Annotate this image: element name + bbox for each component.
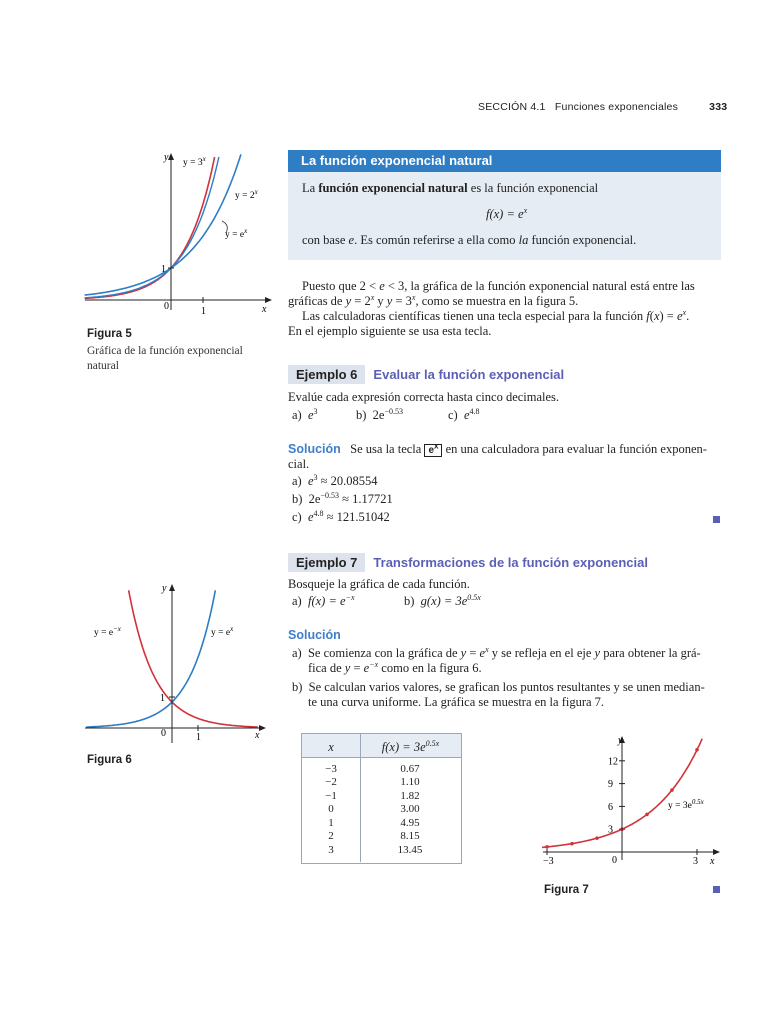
example6-answer-b: b) $2e^{-0.53} \approx 1.17721$ xyxy=(292,490,393,506)
table-cell-f: 1.82 xyxy=(400,789,420,802)
curve-3x xyxy=(85,157,215,298)
definition-line1: La función exponencial natural es la función exponencial xyxy=(302,181,599,195)
definition-line3: con base e. Es común referirse a ella como la función exponencial. xyxy=(302,233,637,247)
example7-title: Transformaciones de la función exponencial xyxy=(373,555,648,570)
y-axis-arrow xyxy=(169,584,175,591)
table-row xyxy=(302,776,460,790)
data-point xyxy=(695,748,699,752)
table-header-x: x xyxy=(328,740,334,754)
example6-solution-line2: cial. xyxy=(288,457,310,471)
values-table-body xyxy=(302,762,460,857)
ex-key-icon: $e^x$ xyxy=(424,444,442,457)
tick-y-label: 1 xyxy=(161,264,166,275)
example7-item-a: a) $f(x) = e^{-x}$ xyxy=(292,592,355,608)
table-header-f: $f(x) = 3e^{0.5x}$ xyxy=(381,738,440,754)
example6-solution-line1: Solución Se usa la tecla $e^x$ en una calculadora para evaluar la función exponen- xyxy=(288,441,707,456)
figure5-graph xyxy=(80,145,280,320)
example6-answer-a: a) $e^3 \approx 20.08554$ xyxy=(292,472,378,488)
example6-answer-c: c) $e^{4.8} \approx 121.51042$ xyxy=(292,508,390,524)
table-row xyxy=(302,843,460,857)
definition-term: función exponencial natural xyxy=(318,181,468,195)
example6-intro: Evalúe cada expresión correcta hasta cinco decimales. xyxy=(288,390,560,404)
table-row xyxy=(302,803,460,817)
example7-solution-a-line1: a) Se comienza con la gráfica de $y = e^x$ y se refleja en el eje y para obtener la grá- xyxy=(292,644,701,660)
axis-x-label: x xyxy=(710,856,715,867)
example7-item-b: b) $g(x) = 3e^{0.5x}$ xyxy=(404,592,481,608)
tick-x-label: 1 xyxy=(196,732,201,743)
figure6-graph xyxy=(80,578,280,748)
table-cell-x: −2 xyxy=(325,776,337,789)
end-of-example-icon xyxy=(713,516,720,523)
running-header xyxy=(478,101,727,113)
data-point xyxy=(645,813,649,817)
example7-solution-label: Solución xyxy=(288,628,341,642)
paragraph1-line2: gráficas de $y = 2^x$ y $y = 3^x$, como se muestra en la figura 5. xyxy=(288,292,579,308)
example6-item-a: a) $e^3$ xyxy=(292,406,318,422)
x-axis-arrow xyxy=(265,297,272,303)
example6-item-b: b) $2e^{-0.53}$ xyxy=(356,406,403,422)
label-e-x: $y = e^x$ xyxy=(211,625,234,638)
label-e-neg-x: $y = e^{-x}$ xyxy=(94,625,121,638)
origin-label: 0 xyxy=(164,301,169,312)
figure5-label: Figura 5 xyxy=(87,328,132,340)
label-ex: $y = e^x$ xyxy=(225,227,248,240)
figure7-label: Figura 7 xyxy=(544,884,589,896)
label-3e-half-x: $y = 3e^{0.5x}$ xyxy=(668,798,704,811)
table-cell-f: 13.45 xyxy=(397,843,423,856)
example6-tag: Ejemplo 6 xyxy=(288,365,365,384)
label-2x: $y = 2^x$ xyxy=(235,188,258,201)
axis-x-label: x xyxy=(262,304,267,315)
x-axis-arrow xyxy=(713,849,720,855)
label-3x: $y = 3^x$ xyxy=(183,155,206,168)
curve-ex xyxy=(85,157,219,298)
example7-tag: Ejemplo 7 xyxy=(288,553,365,572)
end-of-example-icon xyxy=(713,886,720,893)
figure6-label: Figura 6 xyxy=(87,754,132,766)
table-cell-x: −1 xyxy=(325,789,337,802)
x-tick-label: 3 xyxy=(693,856,698,867)
figure5-caption: Gráfica de la función exponencial natural xyxy=(87,345,243,372)
table-cell-f: 3.00 xyxy=(400,803,420,816)
example6-title: Evaluar la función exponencial xyxy=(373,367,565,382)
example6-item-c: c) $e^{4.8}$ xyxy=(448,406,480,422)
y-tick-label: 3 xyxy=(608,824,613,836)
example7-solution-b-line2: te una curva uniforme. La gráfica se muestra en la figura 7. xyxy=(308,695,605,709)
paragraph2-line2: En el ejemplo siguiente se usa esta tecla. xyxy=(288,324,492,338)
axis-y-label: y xyxy=(162,583,167,594)
table-row xyxy=(302,816,460,830)
table-cell-x: −3 xyxy=(325,762,337,775)
y-tick-label: 12 xyxy=(608,756,618,768)
paragraph2-line1: Las calculadoras científicas tienen una tecla especial para la función $f(x) = e^x$. xyxy=(302,307,690,323)
curve-e-x xyxy=(86,590,215,727)
table-row xyxy=(302,762,460,776)
figure7-graph xyxy=(540,732,730,872)
example7-solution-b-line1: b) Se calculan varios valores, se grafican los puntos resultantes y se unen median- xyxy=(292,680,705,694)
axis-y-label: y xyxy=(618,735,623,746)
example7-intro: Bosqueje la gráfica de cada función. xyxy=(288,577,470,591)
table-cell-x: 3 xyxy=(328,843,334,856)
y-tick-label: 6 xyxy=(608,801,613,813)
example6-heading xyxy=(288,366,564,384)
table-cell-f: 1.10 xyxy=(400,776,420,789)
section-title: Funciones exponenciales xyxy=(554,101,679,113)
table-row xyxy=(302,830,460,844)
table-cell-f: 8.15 xyxy=(400,830,420,843)
axis-y-label: y xyxy=(164,152,169,163)
data-point xyxy=(670,788,674,792)
table-row xyxy=(302,789,460,803)
curve-e-neg-x xyxy=(129,590,258,727)
x-axis-arrow xyxy=(259,725,266,731)
data-point xyxy=(570,842,574,846)
example7-solution-a-line2: fica de $y = e^{-x}$ como en la figura 6. xyxy=(308,659,482,675)
section-number: SECCIÓN 4.1 xyxy=(478,101,546,113)
table-cell-f: 0.67 xyxy=(400,762,420,775)
paragraph1-line1: Puesto que 2 < e < 3, la gráfica de la función exponencial natural está entre las xyxy=(302,279,695,293)
data-point xyxy=(595,836,599,840)
tick-y-label: 1 xyxy=(160,693,165,704)
y-axis-arrow xyxy=(168,153,174,160)
table-cell-x: 2 xyxy=(328,830,334,843)
tick-x-label: 1 xyxy=(201,306,206,317)
definition-box-title: La función exponencial natural xyxy=(288,150,721,172)
values-table-header-rule xyxy=(302,757,461,758)
page-number: 333 xyxy=(709,101,728,113)
definition-formula: $f(x) = e^x$ xyxy=(486,205,528,221)
example6-solution-label: Solución xyxy=(288,442,341,456)
table-cell-f: 4.95 xyxy=(400,816,420,829)
data-point xyxy=(545,845,549,849)
origin-label: 0 xyxy=(612,855,617,866)
table-cell-x: 1 xyxy=(328,816,334,829)
example7-heading xyxy=(288,554,648,572)
y-tick-label: 9 xyxy=(608,779,613,791)
axis-x-label: x xyxy=(255,730,260,741)
table-cell-x: 0 xyxy=(328,803,334,816)
x-tick-label: −3 xyxy=(543,856,554,867)
origin-label: 0 xyxy=(161,728,166,739)
